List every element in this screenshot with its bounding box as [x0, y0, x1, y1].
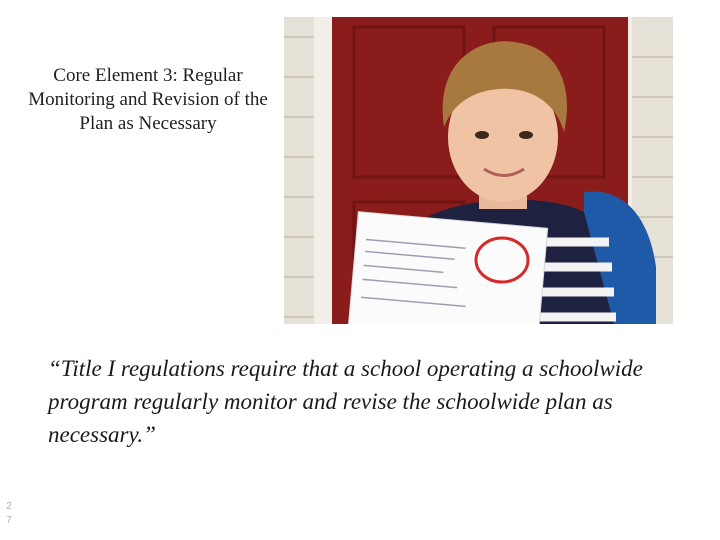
- page-number-digit-1: 2: [6, 501, 12, 512]
- page-number: [4, 500, 14, 528]
- graded-paper: [348, 212, 547, 324]
- slide-title: Core Element 3: Regular Monitoring and Revision of the Plan as Necessary: [28, 65, 268, 134]
- page-number-digit-2: 7: [6, 515, 12, 526]
- slide-quote: “Title I regulations require that a school operating a schoolwide program regularly monitor and revise the schoolwide plan as necessary.”: [48, 356, 643, 447]
- student-photo: [284, 17, 673, 324]
